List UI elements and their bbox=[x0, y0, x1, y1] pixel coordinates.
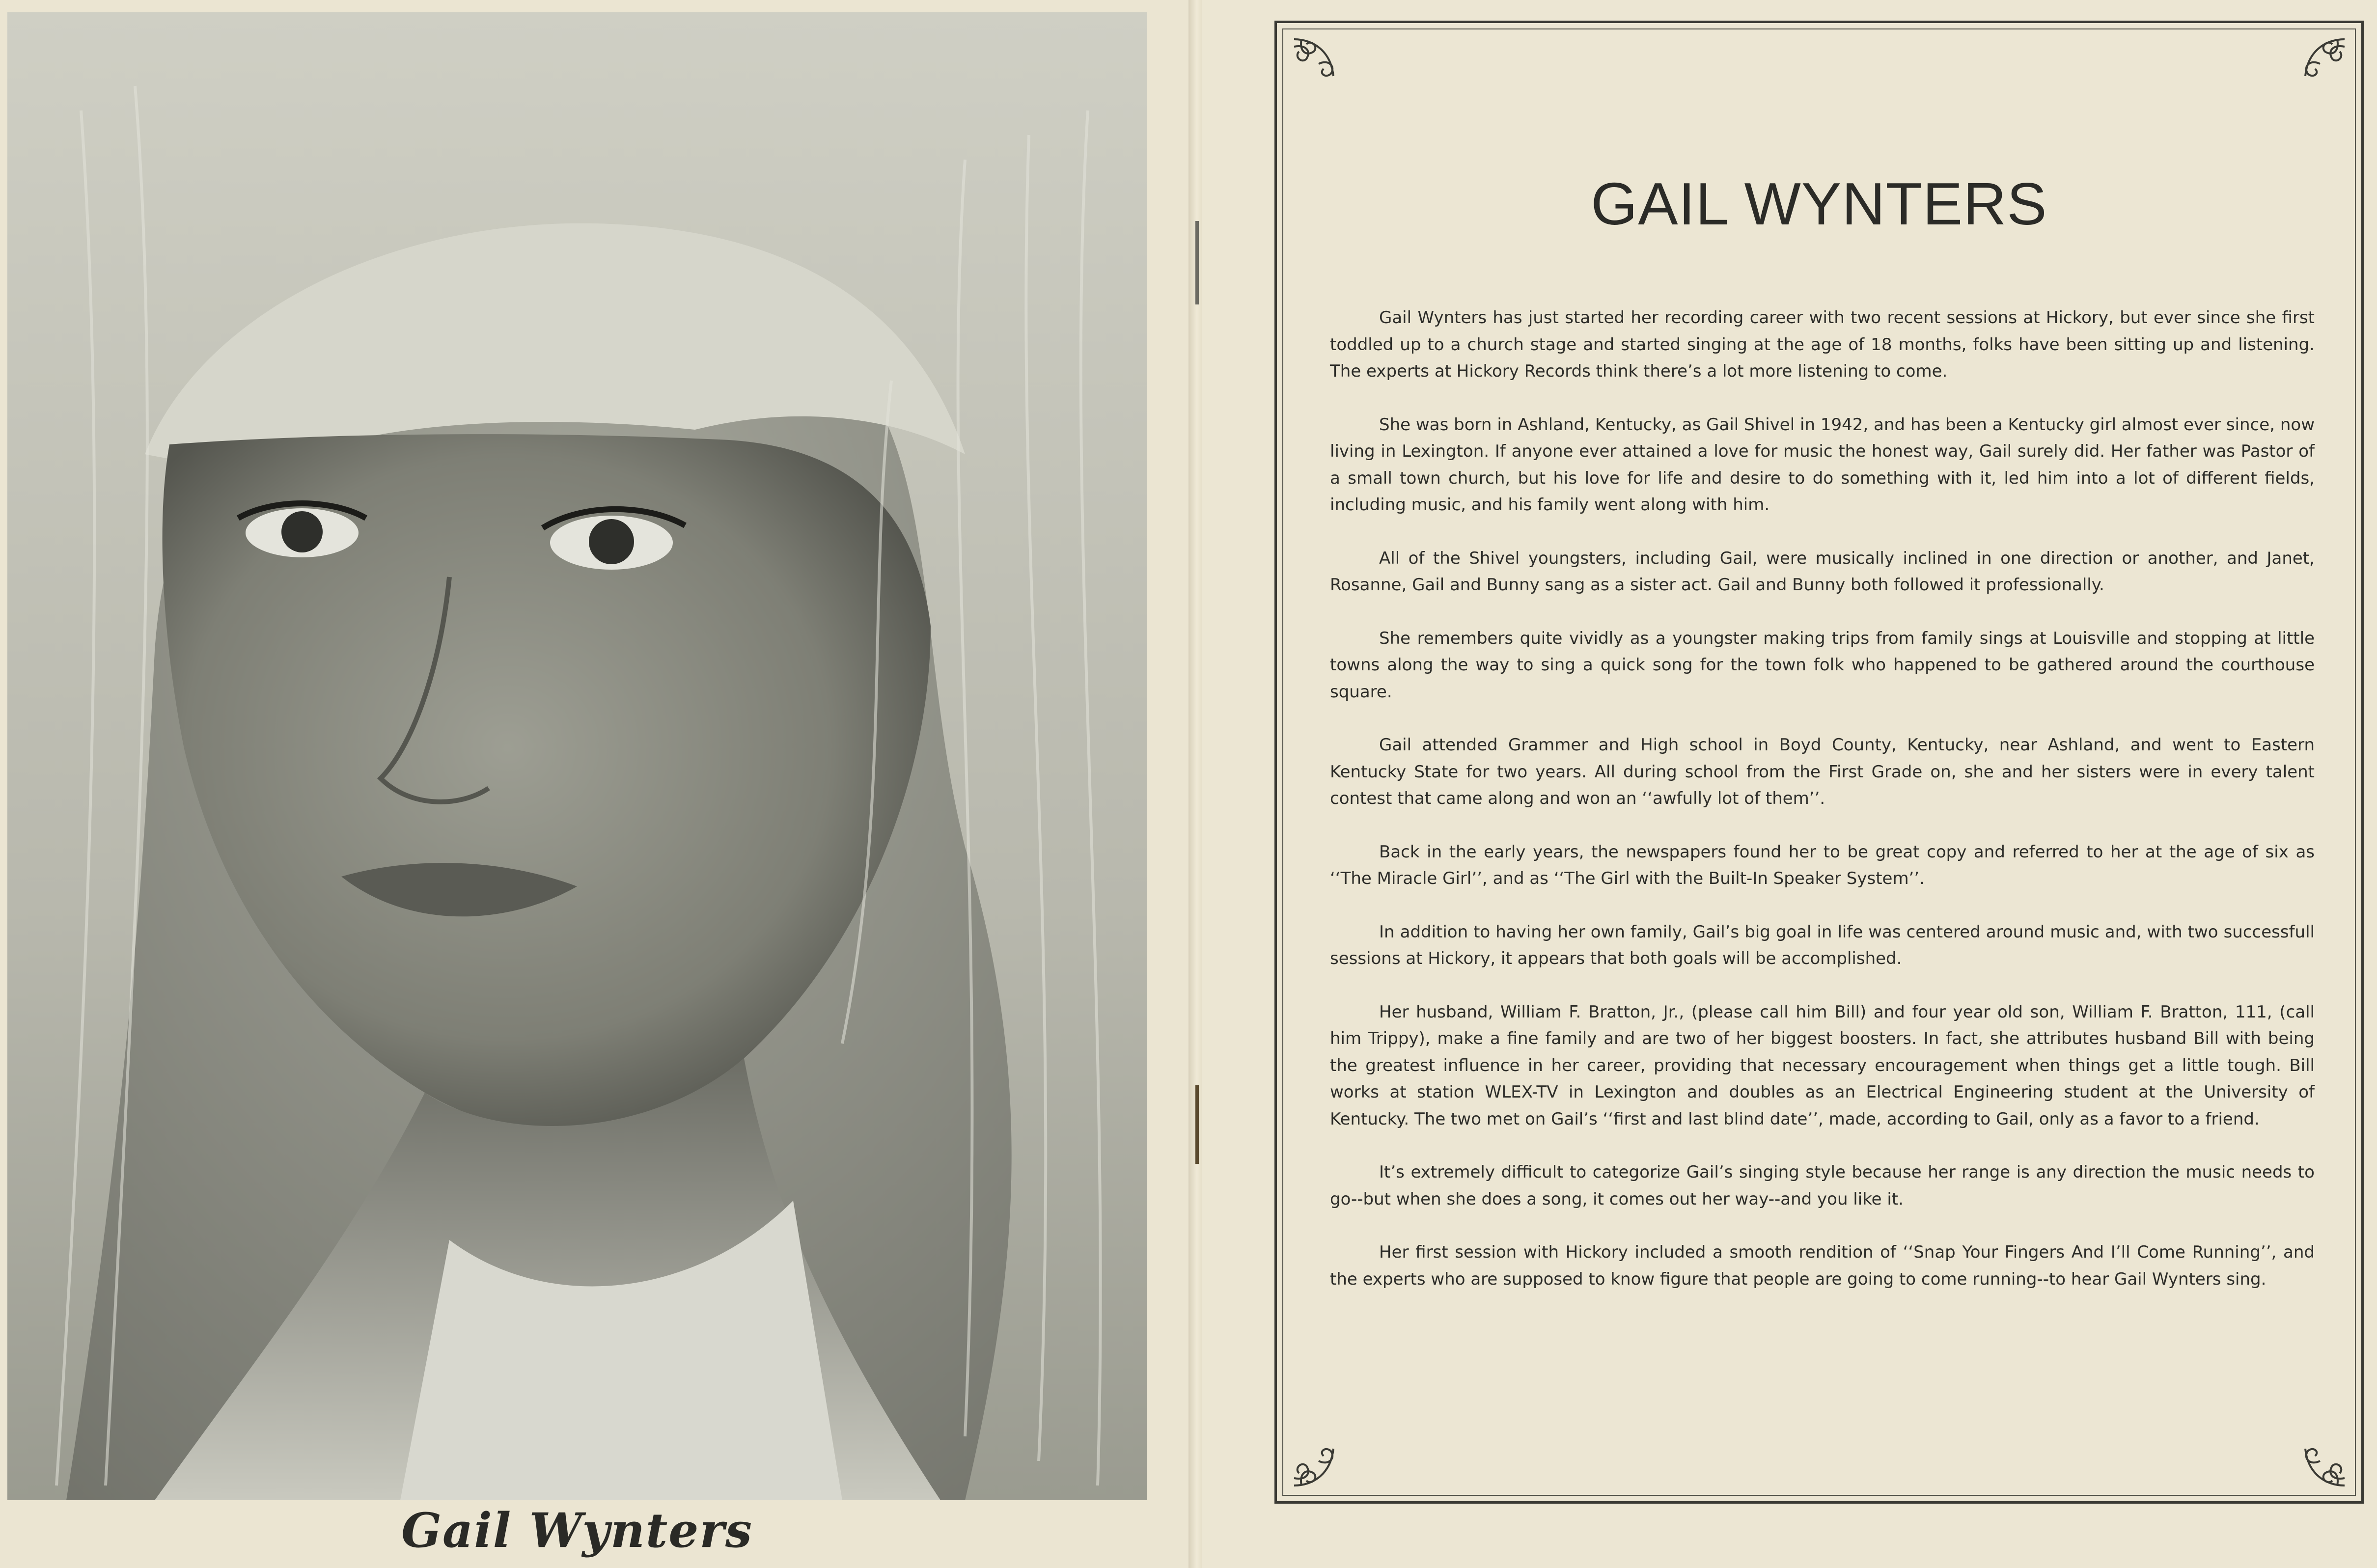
article-title: GAIL WYNTERS bbox=[1591, 170, 2047, 237]
paragraph: She was born in Ashland, Kentucky, as Gail Shivel in 1942, and has been a Kentucky girl almost ever since, now living in Lexington. If anyone ever attained a love for music the honest way, Gail surely did. Her father was Pastor of a small town church, but his love for life and desire to do something with it, led him into a lot of different fields, including music, and his family went along with him. bbox=[1330, 414, 2315, 515]
paragraph: She remembers quite vividly as a youngster making trips from family sings at Louisville and stopping at little towns along the way to sing a quick song for the town folk who happened to be gathered around the courthouse square. bbox=[1330, 628, 2315, 702]
paragraph: Gail attended Grammer and High school in Boyd County, Kentucky, near Ashland, and went to Eastern Kentucky State for two years. All during school from the First Grade on, she and her sisters were in every talent contest that came along and won an ‘‘awfully lot of them’’. bbox=[1330, 735, 2315, 808]
paragraph: Back in the early years, the newspapers found her to be great copy and referred to her at the age of six as ‘‘The Miracle Girl’’, and as ‘‘The Girl with the Built-In Speaker System’’. bbox=[1330, 842, 2315, 888]
floral-corner-ornament-icon bbox=[2295, 1436, 2354, 1495]
right-page bbox=[1202, 0, 2377, 1568]
portrait-photo bbox=[7, 12, 1147, 1500]
paragraph: In addition to having her own family, Gail’s big goal in life was centered around music and, with two successfull sessions at Hickory, it appears that both goals will be accomplished. bbox=[1330, 922, 2315, 968]
paragraph: Gail Wynters has just started her recording career with two recent sessions at Hickory, but ever since she first toddled up to a church stage and started singing at the age of 18 months, folks have been sitting up and listening. The experts at Hickory Records think there’s a lot more listening to come. bbox=[1330, 308, 2315, 381]
floral-corner-ornament-icon bbox=[1284, 29, 1343, 88]
paragraph: Her first session with Hickory included a smooth rendition of ‘‘Snap Your Fingers And I’ll Come Running’’, and the experts who are supposed to know figure that people are going to come running--to hear Gail Wynters sing. bbox=[1330, 1242, 2315, 1289]
article-body bbox=[1330, 304, 2315, 1319]
left-page bbox=[0, 0, 1188, 1568]
floral-corner-ornament-icon bbox=[2295, 29, 2354, 88]
floral-corner-ornament-icon bbox=[1284, 1436, 1343, 1495]
paragraph: All of the Shivel youngsters, including Gail, were musically inclined in one direction or another, and Janet, Rosanne, Gail and Bunny sang as a sister act. Gail and Bunny both followed it professionally. bbox=[1330, 548, 2315, 595]
paragraph: It’s extremely difficult to categorize Gail’s singing style because her range is any direction the music needs to go--but when she does a song, it comes out her way--and you like it. bbox=[1330, 1162, 2315, 1209]
paragraph: Her husband, William F. Bratton, Jr., (please call him Bill) and four year old son, William F. Bratton, 111, (call him Trippy), make a fine family and are two of her biggest boosters. In fact, she attributes husband Bill with being the greatest influence in her career, providing that necessary encouragement when things get a little tough. Bill works at station WLEX-TV in Lexington and doubles as an Electrical Engineering student at the University of Kentucky. The two met on Gail’s ‘‘first and last blind date’’, made, according to Gail, only as a favor to a friend. bbox=[1330, 1002, 2315, 1129]
photo-caption: Gail Wynters bbox=[401, 1503, 753, 1558]
